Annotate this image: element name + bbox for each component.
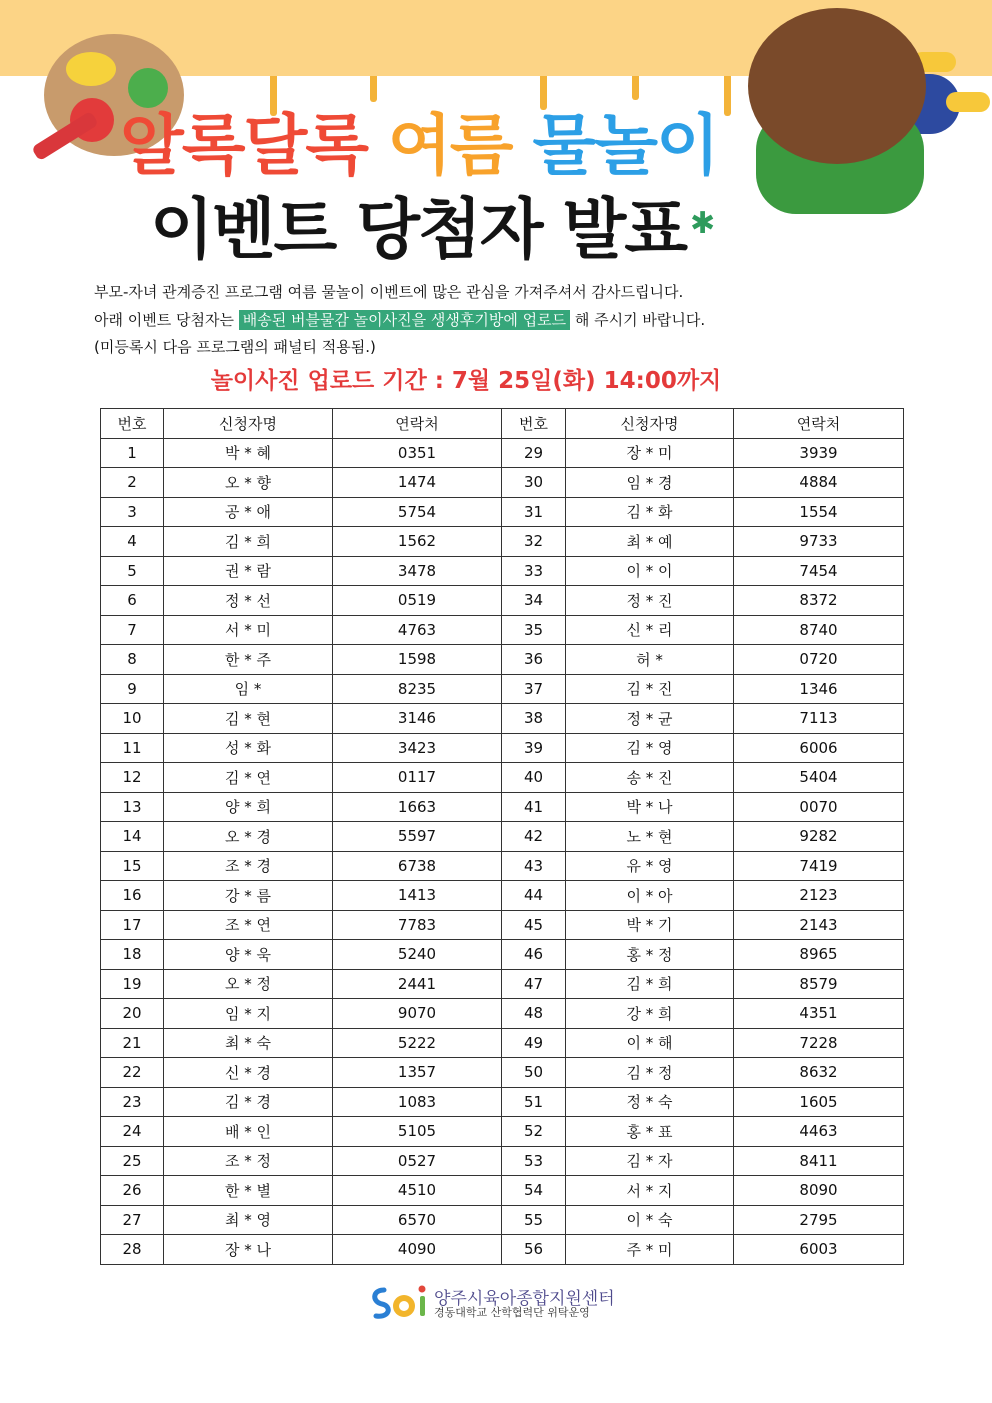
winner-number: 14: [101, 822, 164, 852]
winner-number: 9: [101, 674, 164, 704]
table-row: [101, 1028, 904, 1058]
table-row: [101, 969, 904, 999]
winner-name: 김 * 희: [164, 527, 333, 557]
table-row: [101, 1235, 904, 1265]
page-title: [120, 104, 720, 188]
winner-contact: 7783: [333, 910, 502, 940]
winner-contact: 8740: [734, 615, 904, 645]
winner-name: 홍 * 표: [566, 1117, 734, 1147]
title-part-3: 물놀이: [532, 107, 718, 184]
winner-contact: 5105: [333, 1117, 502, 1147]
winner-contact: 4351: [734, 999, 904, 1029]
table-row: [101, 645, 904, 675]
winner-contact: 1663: [333, 792, 502, 822]
decor-stick: [370, 76, 377, 102]
winner-name: 권 * 람: [164, 556, 333, 586]
winner-number: 8: [101, 645, 164, 675]
winner-number: 41: [502, 792, 566, 822]
winner-name: 조 * 연: [164, 910, 333, 940]
winner-number: 53: [502, 1146, 566, 1176]
winner-number: 39: [502, 733, 566, 763]
upload-deadline: 놀이사진 업로드 기간 : 7월 25일(화) 14:00까지: [210, 368, 722, 394]
winner-contact: 1562: [333, 527, 502, 557]
winner-contact: 8632: [734, 1058, 904, 1088]
sock-icon: [946, 92, 990, 112]
winner-contact: 5222: [333, 1028, 502, 1058]
winner-contact: 9282: [734, 822, 904, 852]
winner-contact: 5597: [333, 822, 502, 852]
winner-contact: 7454: [734, 556, 904, 586]
intro-line-1: 부모-자녀 관계증진 프로그램 여름 물놀이 이벤트에 많은 관심을 가져주셔서 감사드립니다.: [94, 283, 684, 301]
winner-name: 공 * 애: [164, 497, 333, 527]
winner-contact: 4463: [734, 1117, 904, 1147]
winner-number: 40: [502, 763, 566, 793]
winner-number: 38: [502, 704, 566, 734]
winner-contact: 2441: [333, 969, 502, 999]
winner-name: 김 * 현: [164, 704, 333, 734]
winner-contact: 1474: [333, 468, 502, 498]
page-subtitle: 이벤트 당첨자 발표: [150, 191, 687, 268]
winner-name: 김 * 진: [566, 674, 734, 704]
winner-name: 배 * 인: [164, 1117, 333, 1147]
winner-number: 35: [502, 615, 566, 645]
winner-number: 6: [101, 586, 164, 616]
winner-name: 주 * 미: [566, 1235, 734, 1265]
winner-number: 27: [101, 1205, 164, 1235]
table-row: [101, 999, 904, 1029]
center-name: 양주시육아종합지원센터: [434, 1289, 615, 1309]
winner-number: 36: [502, 645, 566, 675]
winner-number: 25: [101, 1146, 164, 1176]
winner-contact: 4090: [333, 1235, 502, 1265]
winner-contact: 8235: [333, 674, 502, 704]
winner-name: 김 * 영: [566, 733, 734, 763]
column-header: 신청자명: [566, 409, 734, 439]
winner-number: 18: [101, 940, 164, 970]
winner-number: 55: [502, 1205, 566, 1235]
table-row: [101, 733, 904, 763]
winner-name: 서 * 미: [164, 615, 333, 645]
winner-contact: 8965: [734, 940, 904, 970]
winner-name: 이 * 해: [566, 1028, 734, 1058]
winner-contact: 6003: [734, 1235, 904, 1265]
winner-number: 19: [101, 969, 164, 999]
table-row: [101, 940, 904, 970]
winner-number: 11: [101, 733, 164, 763]
winner-name: 성 * 화: [164, 733, 333, 763]
winner-name: 양 * 욱: [164, 940, 333, 970]
winner-contact: 7113: [734, 704, 904, 734]
winner-name: 신 * 경: [164, 1058, 333, 1088]
winner-name: 김 * 경: [164, 1087, 333, 1117]
winner-contact: 3423: [333, 733, 502, 763]
table-row: [101, 1058, 904, 1088]
winner-name: 오 * 정: [164, 969, 333, 999]
upload-instruction-highlight: 배송된 버블물감 놀이사진을 생생후기방에 업로드: [239, 310, 570, 330]
winner-name: 홍 * 정: [566, 940, 734, 970]
winner-number: 13: [101, 792, 164, 822]
winner-number: 3: [101, 497, 164, 527]
winner-number: 50: [502, 1058, 566, 1088]
winner-contact: 8090: [734, 1176, 904, 1206]
winner-contact: 1357: [333, 1058, 502, 1088]
winner-name: 임 * 경: [566, 468, 734, 498]
winner-name: 강 * 희: [566, 999, 734, 1029]
winner-name: 최 * 예: [566, 527, 734, 557]
winner-number: 24: [101, 1117, 164, 1147]
table-header-row: [101, 409, 904, 439]
table-row: [101, 792, 904, 822]
column-header: 연락처: [734, 409, 904, 439]
winner-name: 서 * 지: [566, 1176, 734, 1206]
winner-name: 한 * 별: [164, 1176, 333, 1206]
winner-name: 정 * 균: [566, 704, 734, 734]
title-part-1: 알록달록: [120, 107, 368, 184]
intro-line-2-suffix: 해 주시기 바랍니다.: [570, 311, 706, 329]
table-row: [101, 586, 904, 616]
center-logo-icon: [370, 1282, 430, 1322]
winner-number: 52: [502, 1117, 566, 1147]
winner-name: 최 * 영: [164, 1205, 333, 1235]
table-row: [101, 1087, 904, 1117]
winner-name: 임 * 지: [164, 999, 333, 1029]
winner-number: 32: [502, 527, 566, 557]
leaf-icon: ✱: [690, 206, 716, 241]
table-row: [101, 1146, 904, 1176]
decor-stick: [632, 76, 639, 100]
winner-contact: 6006: [734, 733, 904, 763]
winner-name: 노 * 현: [566, 822, 734, 852]
winner-number: 48: [502, 999, 566, 1029]
penalty-note: (미등록시 다음 프로그램의 패널티 적용됨.): [94, 338, 376, 356]
winner-name: 김 * 정: [566, 1058, 734, 1088]
winner-number: 4: [101, 527, 164, 557]
column-header: 번호: [101, 409, 164, 439]
winner-name: 장 * 미: [566, 438, 734, 468]
winner-number: 1: [101, 438, 164, 468]
winner-name: 강 * 름: [164, 881, 333, 911]
winner-name: 양 * 희: [164, 792, 333, 822]
winner-contact: 6738: [333, 851, 502, 881]
winner-contact: 3478: [333, 556, 502, 586]
table-row: [101, 468, 904, 498]
winner-number: 44: [502, 881, 566, 911]
winner-contact: 2123: [734, 881, 904, 911]
winner-name: 조 * 정: [164, 1146, 333, 1176]
winner-number: 33: [502, 556, 566, 586]
winner-number: 46: [502, 940, 566, 970]
winner-name: 한 * 주: [164, 645, 333, 675]
table-body: [101, 438, 904, 1264]
table-row: [101, 1205, 904, 1235]
winner-number: 45: [502, 910, 566, 940]
winner-name: 송 * 진: [566, 763, 734, 793]
green-paint-icon: [128, 68, 168, 108]
winner-number: 51: [502, 1087, 566, 1117]
table-row: [101, 822, 904, 852]
winner-number: 10: [101, 704, 164, 734]
winner-contact: 4763: [333, 615, 502, 645]
winner-contact: 2795: [734, 1205, 904, 1235]
winner-contact: 5754: [333, 497, 502, 527]
winner-name: 이 * 아: [566, 881, 734, 911]
winner-contact: 0720: [734, 645, 904, 675]
winner-contact: 0070: [734, 792, 904, 822]
winner-contact: 1083: [333, 1087, 502, 1117]
winner-name: 신 * 리: [566, 615, 734, 645]
winner-number: 37: [502, 674, 566, 704]
winner-contact: 4884: [734, 468, 904, 498]
winner-number: 31: [502, 497, 566, 527]
intro-line-2-prefix: 아래 이벤트 당첨자는: [94, 311, 239, 329]
winner-name: 허 *: [566, 645, 734, 675]
winner-number: 29: [502, 438, 566, 468]
decor-stick: [724, 76, 731, 116]
winner-name: 이 * 숙: [566, 1205, 734, 1235]
winner-contact: 1413: [333, 881, 502, 911]
winner-contact: 4510: [333, 1176, 502, 1206]
winner-number: 34: [502, 586, 566, 616]
winner-contact: 0519: [333, 586, 502, 616]
winner-contact: 1346: [734, 674, 904, 704]
table-row: [101, 674, 904, 704]
title-part-2: 여름: [388, 107, 512, 184]
winner-number: 2: [101, 468, 164, 498]
winner-contact: 1598: [333, 645, 502, 675]
winner-name: 임 *: [164, 674, 333, 704]
table-row: [101, 1117, 904, 1147]
winner-name: 김 * 화: [566, 497, 734, 527]
winner-name: 김 * 연: [164, 763, 333, 793]
winner-number: 16: [101, 881, 164, 911]
table-row: [101, 851, 904, 881]
intro-line-2: [94, 310, 705, 330]
winner-name: 오 * 향: [164, 468, 333, 498]
winner-contact: 0117: [333, 763, 502, 793]
winner-contact: 3146: [333, 704, 502, 734]
winner-name: 최 * 숙: [164, 1028, 333, 1058]
winner-number: 17: [101, 910, 164, 940]
winner-number: 7: [101, 615, 164, 645]
winner-contact: 5404: [734, 763, 904, 793]
winner-name: 유 * 영: [566, 851, 734, 881]
winner-contact: 8411: [734, 1146, 904, 1176]
winners-table: [100, 408, 904, 1265]
winner-number: 43: [502, 851, 566, 881]
winner-name: 정 * 숙: [566, 1087, 734, 1117]
table-row: [101, 704, 904, 734]
winner-name: 정 * 선: [164, 586, 333, 616]
winner-contact: 8579: [734, 969, 904, 999]
winner-contact: 7419: [734, 851, 904, 881]
winner-number: 20: [101, 999, 164, 1029]
winner-name: 박 * 나: [566, 792, 734, 822]
table-row: [101, 910, 904, 940]
center-operator: 경동대학교 산학협력단 위탁운영: [434, 1306, 590, 1319]
table-row: [101, 556, 904, 586]
table-row: [101, 527, 904, 557]
column-header: 번호: [502, 409, 566, 439]
table-row: [101, 763, 904, 793]
winner-name: 오 * 경: [164, 822, 333, 852]
winner-contact: 1554: [734, 497, 904, 527]
winner-contact: 7228: [734, 1028, 904, 1058]
table-row: [101, 615, 904, 645]
winner-number: 49: [502, 1028, 566, 1058]
winner-contact: 6570: [333, 1205, 502, 1235]
winner-number: 28: [101, 1235, 164, 1265]
winner-number: 56: [502, 1235, 566, 1265]
winner-name: 장 * 나: [164, 1235, 333, 1265]
winner-number: 30: [502, 468, 566, 498]
winner-contact: 8372: [734, 586, 904, 616]
winner-contact: 0351: [333, 438, 502, 468]
winner-number: 5: [101, 556, 164, 586]
winner-name: 정 * 진: [566, 586, 734, 616]
winner-contact: 9070: [333, 999, 502, 1029]
winner-contact: 0527: [333, 1146, 502, 1176]
table-row: [101, 497, 904, 527]
winner-contact: 9733: [734, 527, 904, 557]
table-row: [101, 881, 904, 911]
winner-number: 26: [101, 1176, 164, 1206]
child-head-illustration: [748, 8, 926, 164]
winner-number: 15: [101, 851, 164, 881]
winner-name: 김 * 희: [566, 969, 734, 999]
column-header: 연락처: [333, 409, 502, 439]
winner-contact: 5240: [333, 940, 502, 970]
winner-number: 54: [502, 1176, 566, 1206]
winner-name: 박 * 혜: [164, 438, 333, 468]
winner-name: 박 * 기: [566, 910, 734, 940]
winner-number: 21: [101, 1028, 164, 1058]
winner-contact: 1605: [734, 1087, 904, 1117]
winner-number: 12: [101, 763, 164, 793]
winner-contact: 3939: [734, 438, 904, 468]
column-header: 신청자명: [164, 409, 333, 439]
winner-name: 이 * 이: [566, 556, 734, 586]
table-row: [101, 438, 904, 468]
winner-name: 김 * 자: [566, 1146, 734, 1176]
table-row: [101, 1176, 904, 1206]
winner-number: 47: [502, 969, 566, 999]
yellow-paint-icon: [66, 52, 116, 86]
winner-number: 22: [101, 1058, 164, 1088]
winner-contact: 2143: [734, 910, 904, 940]
winner-number: 42: [502, 822, 566, 852]
winner-name: 조 * 경: [164, 851, 333, 881]
winner-number: 23: [101, 1087, 164, 1117]
